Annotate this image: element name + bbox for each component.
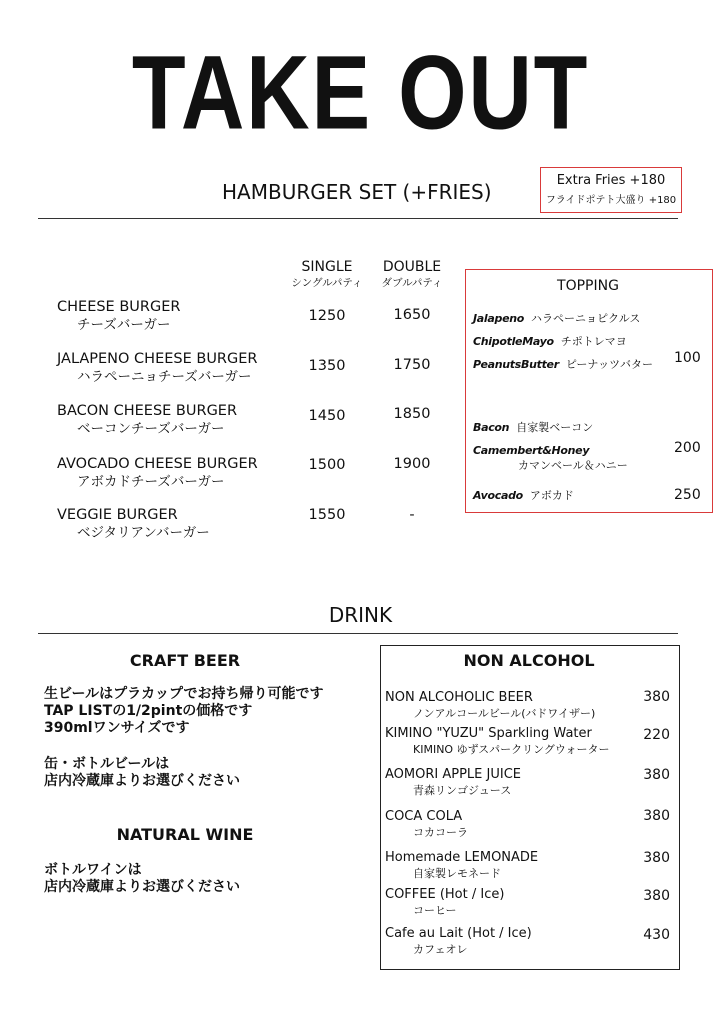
burger-single-price: 1250 — [308, 308, 346, 324]
burger-double-price: 1750 — [393, 357, 431, 373]
burger-single-price: 1500 — [308, 457, 346, 473]
burger-double-price: 1650 — [393, 307, 431, 323]
col-double-jp: ダブルパティ — [381, 277, 443, 289]
craft-beer-notes — [44, 686, 323, 790]
burger-double-price: 1900 — [393, 456, 431, 472]
natural-wine-line: ボトルワインは — [44, 862, 142, 878]
topping-name-jp: アボカド — [529, 489, 574, 502]
craft-beer-line: 缶・ボトルビールは — [44, 756, 170, 772]
burger-single-price: 1450 — [308, 408, 346, 424]
drink-name-jp: 青森リンゴジュース — [413, 784, 512, 797]
topping-box — [465, 269, 713, 513]
drink-item — [385, 726, 609, 757]
drink-item — [385, 809, 468, 840]
topping-name-jp: カマンベール＆ハニー — [518, 459, 628, 472]
drink-name-en: COFFEE (Hot / Ice) — [385, 887, 505, 902]
topping-price: 200 — [674, 440, 701, 456]
drink-name-en: Homemade LEMONADE — [385, 850, 539, 865]
hamburger-set-heading: HAMBURGER SET (+FRIES) — [222, 180, 492, 204]
col-double-en: DOUBLE — [382, 259, 442, 275]
topping-item — [473, 420, 593, 435]
drink-price: 380 — [643, 689, 670, 705]
page-title: TAKE OUT — [131, 34, 590, 152]
topping-item — [473, 311, 640, 326]
topping-name-jp: チポトレマヨ — [560, 335, 627, 348]
topping-name-jp: ピーナッツバター — [565, 358, 653, 371]
drink-name-jp: コーヒー — [413, 904, 457, 917]
natural-wine-heading: NATURAL WINE — [116, 825, 254, 844]
drink-price: 380 — [643, 767, 670, 783]
burger-row — [57, 298, 180, 334]
burger-name-en: CHEESE BURGER — [57, 299, 181, 315]
craft-beer-line: TAP LISTの1/2pintの価格です — [44, 703, 253, 719]
drink-item — [385, 850, 538, 881]
topping-name-jp: ハラペーニョピクルス — [531, 312, 641, 325]
topping-name-en: Avocado — [473, 489, 523, 502]
topping-name-en: ChipotleMayo — [473, 335, 554, 348]
burger-single-price: 1550 — [308, 507, 346, 523]
drink-name-en: Cafe au Lait (Hot / Ice) — [385, 926, 532, 941]
drink-item — [385, 887, 504, 918]
burger-row — [57, 455, 258, 491]
hamburger-rule — [38, 218, 678, 219]
extra-fries-box — [540, 167, 682, 213]
topping-price: 100 — [674, 350, 701, 366]
topping-name-jp: 自家製ベーコン — [516, 421, 594, 434]
burger-double-price: 1850 — [393, 406, 431, 422]
topping-name-en: Jalapeno — [473, 312, 525, 325]
drink-price: 380 — [643, 808, 670, 824]
craft-beer-line: 生ビールはプラカップでお持ち帰り可能です — [44, 686, 324, 702]
craft-beer-heading: CRAFT BEER — [129, 651, 241, 670]
non-alcohol-heading: NON ALCOHOL — [463, 651, 595, 670]
drink-name-jp: ノンアルコールビール(バドワイザー) — [413, 707, 596, 720]
extra-fries-en: Extra Fries +180 — [556, 173, 666, 188]
col-double — [372, 259, 452, 291]
col-single-en: SINGLE — [301, 259, 353, 275]
drink-name-jp: KIMINO ゆずスパークリングウォーター — [413, 743, 610, 756]
topping-name-en: Camembert&Honey — [473, 444, 590, 457]
drink-name-en: COCA COLA — [385, 809, 463, 824]
burger-name-jp: ベーコンチーズバーガー — [77, 421, 225, 437]
drink-price: 380 — [643, 888, 670, 904]
craft-beer-line: 店内冷蔵庫よりお選びください — [44, 773, 240, 789]
burger-name-jp: チーズバーガー — [77, 317, 171, 333]
burger-single-price: 1350 — [308, 358, 346, 374]
burger-name-jp: ベジタリアンバーガー — [77, 525, 210, 541]
drink-price: 220 — [643, 727, 670, 743]
col-single-jp: シングルパティ — [291, 277, 363, 289]
topping-item — [473, 443, 628, 473]
drink-name-jp: 自家製レモネード — [413, 867, 501, 880]
burger-name-jp: アボカドチーズバーガー — [77, 474, 225, 490]
burger-row — [57, 402, 237, 438]
drink-price: 380 — [643, 850, 670, 866]
drink-item — [385, 926, 532, 957]
burger-name-en: AVOCADO CHEESE BURGER — [57, 456, 258, 472]
natural-wine-notes — [44, 862, 240, 896]
burger-row — [57, 350, 257, 386]
burger-row — [57, 506, 210, 542]
burger-name-en: BACON CHEESE BURGER — [57, 403, 238, 419]
col-single — [287, 259, 367, 291]
burger-name-jp: ハラペーニョチーズバーガー — [77, 369, 252, 385]
drink-name-en: KIMINO "YUZU" Sparkling Water — [385, 726, 592, 741]
drink-name-en: NON ALCOHOLIC BEER — [385, 690, 533, 705]
topping-item — [473, 334, 627, 349]
burger-name-en: JALAPENO CHEESE BURGER — [57, 351, 258, 367]
burger-name-en: VEGGIE BURGER — [57, 507, 178, 523]
craft-beer-line: 390mlワンサイズです — [44, 720, 190, 736]
drink-price: 430 — [643, 927, 670, 943]
drink-heading: DRINK — [328, 603, 393, 627]
drink-item — [385, 767, 521, 798]
topping-name-en: PeanutsButter — [473, 358, 559, 371]
drink-rule — [38, 633, 678, 634]
drink-name-en: AOMORI APPLE JUICE — [385, 767, 521, 782]
drink-name-jp: コカコーラ — [413, 826, 468, 839]
drink-item — [385, 690, 595, 721]
burger-double-price: - — [409, 507, 415, 523]
extra-fries-jp: フライドポテト大盛り +180 — [545, 195, 677, 206]
topping-item — [473, 357, 653, 372]
natural-wine-line: 店内冷蔵庫よりお選びください — [44, 879, 240, 895]
topping-item — [473, 488, 574, 503]
topping-name-en: Bacon — [473, 421, 510, 434]
topping-price: 250 — [674, 487, 701, 503]
drink-name-jp: カフェオレ — [413, 943, 468, 956]
topping-heading: TOPPING — [557, 278, 619, 294]
